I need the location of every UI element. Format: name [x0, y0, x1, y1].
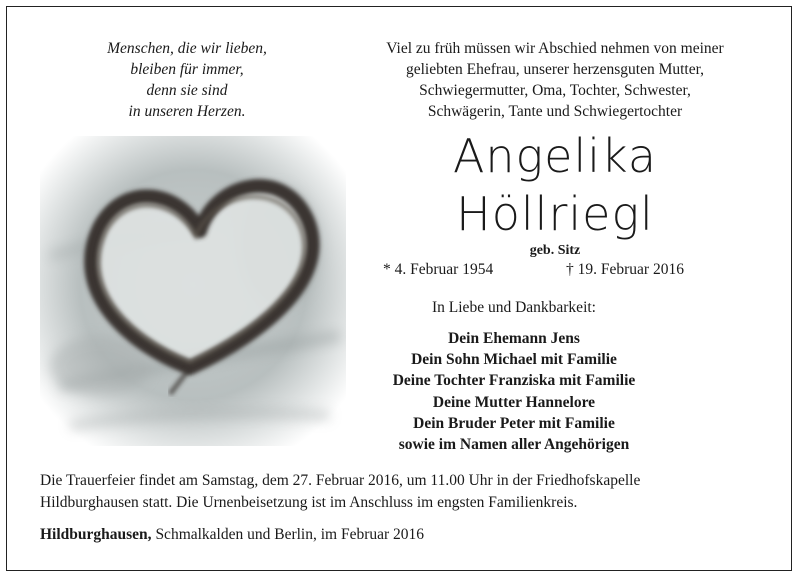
poem-line: denn sie sind — [146, 82, 228, 99]
mourner-line: Deine Tochter Franziska mit Familie — [392, 372, 636, 390]
service-line: Die Trauerfeier findet am Samstag, dem 27. Februar 2016, um 11.00 Uhr in der Friedhofskapelle — [40, 472, 641, 489]
funeral-service-info — [40, 470, 780, 514]
intro-line: Viel zu früh müssen wir Abschied nehmen von meiner — [386, 40, 724, 57]
mourner-line: Deine Mutter Hannelore — [432, 393, 596, 411]
mourner-line: sowie im Namen aller Angehörigen — [398, 436, 630, 454]
heart-carved-in-birch-bark-icon — [40, 136, 346, 446]
service-line: Hildburghausen statt. Die Urnenbeisetzung ist im Anschluss im engsten Familienkreis. — [40, 494, 578, 511]
closing-rest: Schmalkalden und Berlin, im Februar 2016 — [151, 526, 425, 543]
poem-line: bleiben für immer, — [130, 61, 244, 78]
deceased-first-name: Angelika — [452, 129, 658, 183]
intro-line: Schwägerin, Tante und Schwiegertochter — [427, 103, 683, 120]
mourners-list — [356, 328, 672, 455]
thanks-line: In Liebe und Dankbarkeit: — [432, 299, 596, 316]
mourner-line: Dein Sohn Michael mit Familie — [411, 351, 617, 369]
mourner-line: Dein Ehemann Jens — [448, 330, 580, 347]
intro-line: geliebten Ehefrau, unserer herzensguten Mutter, — [405, 61, 705, 78]
intro-line: Schwiegermutter, Oma, Tochter, Schwester, — [419, 82, 691, 99]
closing-line — [40, 526, 424, 544]
poem-line: in unseren Herzen. — [128, 103, 246, 120]
poem-line: Menschen, die wir lieben, — [107, 40, 267, 57]
mourner-line: Dein Bruder Peter mit Familie — [413, 414, 615, 432]
memorial-poem — [62, 38, 312, 122]
deceased-last-name: Höllriegl — [456, 187, 654, 241]
maiden-name: geb. Sitz — [529, 243, 581, 258]
birth-date: * 4. Februar 1954 — [383, 261, 494, 278]
closing-place: Hildburghausen, — [40, 526, 152, 543]
farewell-intro — [330, 38, 780, 122]
death-date: † 19. Februar 2016 — [566, 261, 684, 278]
